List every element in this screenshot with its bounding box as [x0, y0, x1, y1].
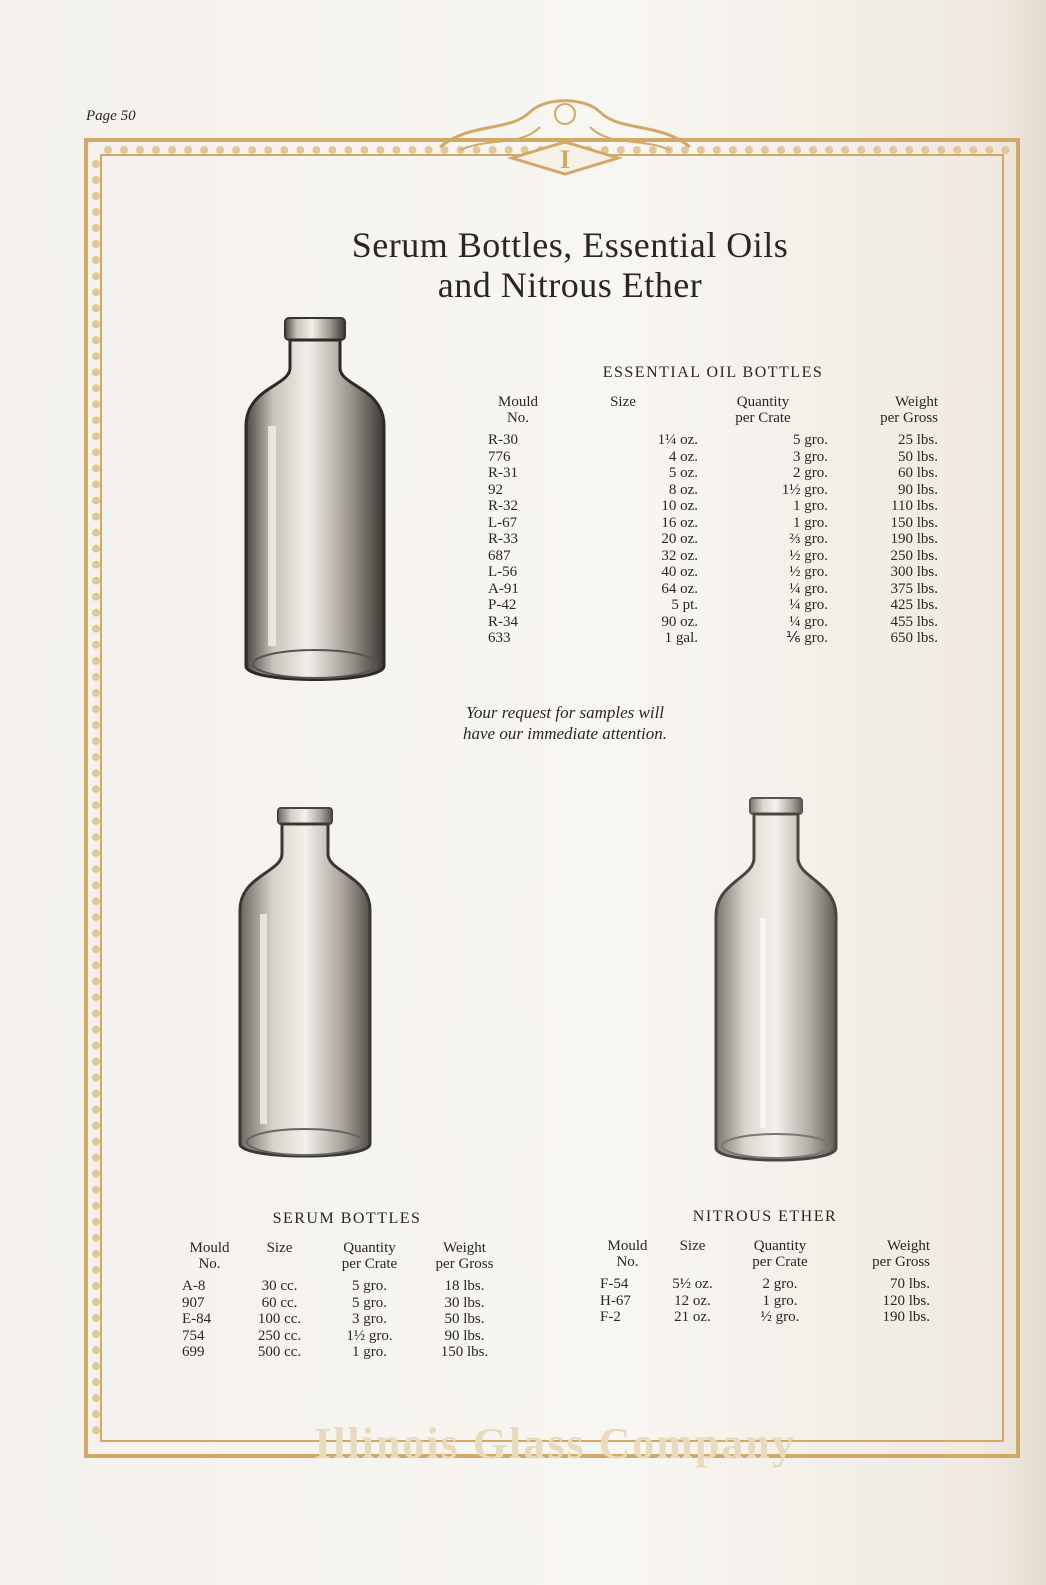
cell-qty: ¼ gro.: [789, 613, 828, 630]
cell-size: 12 oz.: [674, 1292, 711, 1309]
cell-qty: 3 gro.: [793, 448, 828, 465]
table-row: [182, 1295, 512, 1312]
cell-weight: 300 lbs.: [890, 564, 938, 580]
cell-qty: 1 gro.: [793, 514, 828, 531]
cell-mould: 754: [182, 1327, 205, 1344]
serum-rows: [182, 1278, 512, 1361]
cell-size: 90 oz.: [661, 613, 698, 630]
cell-weight: 250 lbs.: [890, 547, 938, 564]
cell-mould: L-67: [488, 514, 518, 531]
nitrous-rows: [600, 1276, 930, 1326]
header-quantity: Quantity per Crate: [735, 394, 791, 426]
cell-weight: 18 lbs.: [444, 1278, 485, 1294]
cell-mould: 699: [182, 1344, 205, 1360]
cell-mould: 907: [182, 1294, 205, 1311]
cell-qty: 5 gro.: [352, 1294, 387, 1311]
cell-weight: 190 lbs.: [890, 531, 938, 547]
cell-size: 250 cc.: [257, 1327, 302, 1344]
cell-weight: 150 lbs.: [890, 514, 938, 531]
nitrous-ether-bottle-image: [710, 796, 842, 1168]
cell-qty: ¼ gro.: [789, 580, 828, 597]
cell-size: 5 pt.: [671, 597, 698, 613]
header-mould: Mould No.: [189, 1240, 230, 1272]
header-mould: Mould No.: [607, 1238, 648, 1270]
header-quantity: Quantity per Crate: [341, 1240, 398, 1272]
cell-mould: A-91: [488, 580, 519, 597]
sample-request-note: Your request for samples will have our immediate attention.: [463, 703, 667, 743]
table-row: [488, 482, 938, 499]
table-row: [488, 581, 938, 598]
essential-oil-rows: [488, 432, 938, 647]
cell-weight: 375 lbs.: [890, 580, 938, 597]
cell-qty: ½ gro.: [760, 1309, 800, 1325]
cell-size: 8 oz.: [668, 481, 698, 498]
cell-mould: E-84: [182, 1311, 212, 1327]
cell-weight: 30 lbs.: [444, 1294, 485, 1311]
essential-oil-title: ESSENTIAL OIL BOTTLES: [602, 364, 824, 381]
table-row: [182, 1328, 512, 1345]
cell-size: 64 oz.: [661, 580, 698, 597]
essential-oil-bottle-image: [240, 316, 390, 688]
cell-size: 5 oz.: [668, 465, 698, 481]
cell-qty: 1 gro.: [793, 498, 828, 514]
cell-mould: P-42: [488, 597, 517, 613]
header-size: Size: [610, 394, 636, 410]
cell-size: 20 oz.: [661, 531, 698, 547]
header-size: Size: [679, 1238, 706, 1254]
header-size: Size: [266, 1240, 293, 1256]
crest-ornament: [430, 92, 700, 182]
table-row: [182, 1278, 512, 1295]
cell-qty: ½ gro.: [789, 547, 828, 564]
header-quantity: Quantity per Crate: [752, 1238, 808, 1270]
serum-table: [182, 1240, 512, 1361]
table-row: [488, 548, 938, 565]
cell-qty: 1½ gro.: [346, 1327, 393, 1344]
cell-qty: ⅙ gro.: [785, 630, 828, 646]
cell-size: 40 oz.: [661, 564, 698, 580]
cell-weight: 120 lbs.: [882, 1292, 930, 1309]
serum-bottle-image: [234, 806, 376, 1164]
table-row: [488, 498, 938, 515]
cell-weight: 425 lbs.: [890, 597, 938, 613]
cell-mould: L-56: [488, 564, 518, 580]
table-row: [488, 531, 938, 548]
cell-qty: 3 gro.: [352, 1311, 387, 1327]
header-mould: Mould No.: [497, 394, 538, 426]
cell-mould: 633: [488, 630, 511, 646]
cell-qty: 2 gro.: [762, 1276, 798, 1292]
cell-size: 32 oz.: [661, 547, 698, 564]
cell-mould: 687: [488, 547, 511, 564]
table-row: [488, 597, 938, 614]
table-row: [488, 564, 938, 581]
company-wordmark: Illinois Glass Company: [314, 1419, 796, 1468]
cell-mould: R-33: [488, 531, 518, 547]
cell-mould: 776: [488, 448, 511, 465]
serum-table-block: [182, 1210, 512, 1361]
table-row: [488, 614, 938, 631]
cell-weight: 25 lbs.: [897, 432, 938, 448]
cell-mould: R-30: [488, 432, 518, 448]
cell-mould: A-8: [182, 1278, 206, 1294]
cell-mould: R-32: [488, 498, 518, 514]
table-row: [488, 630, 938, 647]
serum-title: SERUM BOTTLES: [272, 1210, 422, 1227]
cell-weight: 455 lbs.: [890, 613, 938, 630]
header-weight: Weight per Gross: [872, 1238, 930, 1270]
cell-size: 21 oz.: [674, 1309, 711, 1325]
cell-weight: 90 lbs.: [444, 1327, 485, 1344]
cell-weight: 50 lbs.: [444, 1311, 485, 1327]
cell-size: 60 cc.: [261, 1294, 298, 1311]
cell-size: 100 cc.: [257, 1311, 302, 1327]
cell-mould: F-54: [600, 1276, 629, 1292]
cell-size: 10 oz.: [661, 498, 698, 514]
cell-weight: 70 lbs.: [889, 1276, 930, 1292]
cell-qty: 1½ gro.: [781, 481, 828, 498]
cell-size: 1 gal.: [664, 630, 698, 646]
cell-qty: 1 gro.: [762, 1292, 798, 1309]
title-line-2: and Nitrous Ether: [437, 265, 703, 305]
nitrous-table-block: [600, 1208, 930, 1326]
cell-qty: ½ gro.: [789, 564, 828, 580]
cell-mould: R-34: [488, 613, 518, 630]
cell-qty: ⅔ gro.: [789, 531, 828, 547]
title-line-1: Serum Bottles, Essential Oils: [351, 225, 789, 265]
cell-mould: 92: [488, 481, 503, 498]
cell-size: 1¼ oz.: [657, 432, 698, 448]
cell-size: 5½ oz.: [672, 1276, 713, 1292]
table-row: [600, 1293, 930, 1310]
table-row: [182, 1311, 512, 1328]
cell-weight: 150 lbs.: [440, 1344, 489, 1360]
cell-weight: 90 lbs.: [897, 481, 938, 498]
cell-weight: 110 lbs.: [891, 498, 938, 514]
table-row: [600, 1276, 930, 1293]
header-weight: Weight per Gross: [880, 394, 938, 426]
table-row: [488, 515, 938, 532]
cell-weight: 50 lbs.: [897, 448, 938, 465]
cell-qty: 2 gro.: [793, 465, 828, 481]
nitrous-title: NITROUS ETHER: [692, 1208, 838, 1225]
cell-qty: ¼ gro.: [789, 597, 828, 613]
table-row: [488, 449, 938, 466]
cell-mould: F-2: [600, 1309, 621, 1325]
table-row: [488, 432, 938, 449]
crest-letter: I: [559, 145, 571, 174]
table-row: [600, 1309, 930, 1326]
header-weight: Weight per Gross: [435, 1240, 494, 1272]
cell-mould: R-31: [488, 465, 518, 481]
cell-size: 16 oz.: [661, 514, 698, 531]
essential-oil-table: [488, 394, 938, 647]
page-title: [260, 225, 880, 305]
cell-size: 500 cc.: [257, 1344, 302, 1360]
table-row: [182, 1344, 512, 1361]
cell-weight: 650 lbs.: [890, 630, 938, 646]
cell-size: 4 oz.: [668, 448, 698, 465]
cell-qty: 5 gro.: [793, 432, 828, 448]
table-row: [488, 465, 938, 482]
nitrous-table: [600, 1238, 930, 1326]
cell-size: 30 cc.: [261, 1278, 298, 1294]
essential-oil-table-block: [488, 364, 938, 647]
cell-mould: H-67: [600, 1292, 631, 1309]
cell-weight: 60 lbs.: [897, 465, 938, 481]
cell-qty: 5 gro.: [352, 1278, 387, 1294]
page-number: Page 50: [86, 108, 136, 124]
cell-qty: 1 gro.: [352, 1344, 387, 1360]
cell-weight: 190 lbs.: [882, 1309, 930, 1325]
